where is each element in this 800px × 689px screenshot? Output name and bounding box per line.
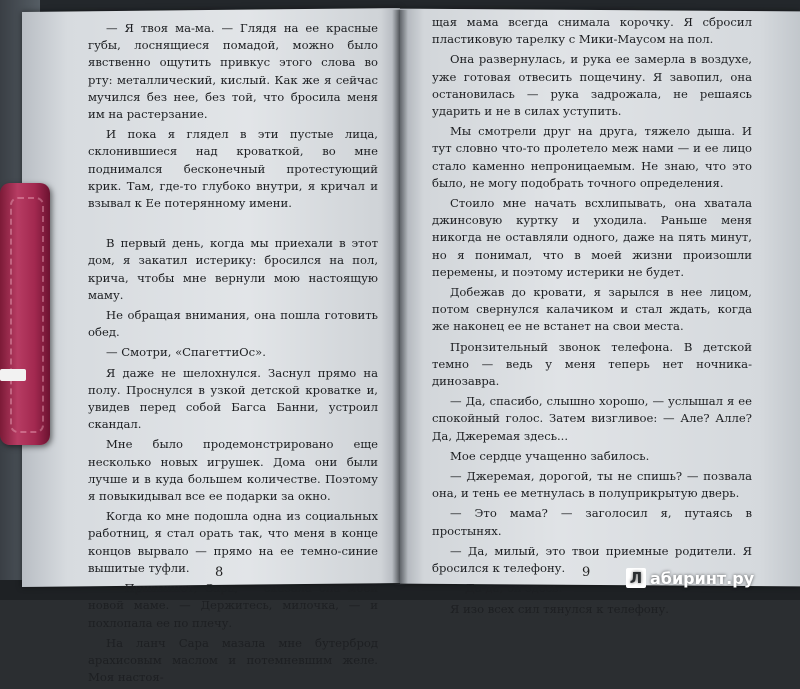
paragraph: На ланч Сара мазала мне бутерброд арахисовым маслом и потемневшим желе. Моя настоя- (88, 635, 378, 685)
page-number-left: 8 (215, 565, 224, 580)
section-break (88, 215, 378, 235)
right-page-text (432, 14, 755, 621)
paragraph: — Да, милый, это твои приемные родители. Я бросился к телефону. (432, 543, 752, 576)
paragraph: Пронзительный звонок телефона. В детской темно — ведь у меня теперь нет ночника-динозавра. (432, 339, 752, 389)
paragraph: Мне было продемонстрировано еще несколько новых игрушек. Дома они были лучше и в куда большем количестве. Поэтому я повыкидывал все ее подарки за окно. (88, 437, 378, 504)
paragraph: Стоило мне начать всхлипывать, она хватала джинсовую куртку и уходила. Раньше меня никогда не оставляли одного, даже на пять минут, но я понимал, что в моей жизни произошли перемены, и поэтому истерики не будет. (432, 196, 752, 279)
paragraph: И пока я глядел в эти пустые лица, склонившиеся над кроваткой, во мне поднимался бесконечный протестующий крик. Там, где-то глубоко внутри, я кричал и взывал к Ее потерянному имени. (88, 127, 378, 211)
clip-stitching (10, 197, 44, 433)
labirint-logo-icon: Л (626, 568, 646, 588)
watermark-text: абиринт.ру (650, 568, 755, 588)
page-number-right: 9 (582, 565, 591, 580)
left-page-text (88, 20, 378, 689)
paragraph: В первый день, когда мы приехали в этот дом, я закатил истерику: бросился на пол, крича, чтобы мне вернули мою настоящую маму. (88, 236, 378, 302)
paragraph: Когда ко мне подошла одна из социальных работниц, я стал орать так, что меня в конце концов вырвало — прямо на ее темно-синие вышитые туфли. (88, 509, 378, 575)
paragraph: — Да, спасибо, слышно хорошо, — услышал я ее спокойный голос. Затем визгливое: — Але? Алле? Да, Джеремая здесь... (432, 394, 752, 443)
paragraph: — Привыкнет, Сара, — сказала она моей новой маме. — Держитесь, милочка, — и похлопала ее по плечу. (88, 581, 378, 630)
paragraph: Не обращая внимания, она пошла готовить обед. (88, 308, 378, 340)
paragraph: Я даже не шелохнулся. Заснул прямо на полу. Проснулся в узкой детской кроватке и, увидев перед собой Багса Банни, устроил скандал. (88, 365, 378, 432)
paragraph: — Я твоя ма-ма. — Глядя на ее красные губы, лоснящиеся помадой, можно было явственно ощутить привкус этого слова во рту: металлический, кислый. Как же я сейчас мучился без нее, без той, что бросила меня им на растерзание. (88, 21, 378, 122)
paragraph: — Джеремая, дорогой, ты не спишь? — позвала она, и тень ее метнулась в полуприкрытую дверь. (432, 469, 752, 501)
book-gutter (392, 10, 408, 585)
paragraph: — Да-да, он здесь. (450, 581, 563, 596)
labirint-watermark (626, 566, 754, 590)
paragraph: щая мама всегда снимала корочку. Я сбросил пластиковую тарелку с Мики-Маусом на пол. (432, 15, 752, 47)
paragraph: Мы смотрели друг на друга, тяжело дыша. И тут словно что-то пролетело меж нами — и ее лицо стало каменно непроницаемым. Не знаю, что это было, не могу подобрать точного определения. (432, 124, 752, 190)
paragraph: Она развернулась, и рука ее замерла в воздухе, уже готовая отвесить пощечину. Я завопил, она остановилась — рука задрожала, не решаясь ударить и не в силах уступить. (432, 52, 752, 119)
paragraph: Мое сердце учащенно забилось. (450, 448, 650, 463)
clip-tab (0, 369, 26, 381)
paragraph: — Смотри, «СпагеттиОс». (106, 345, 266, 360)
paragraph: Я изо всех сил тянулся к телефону. (450, 601, 669, 616)
pink-clip-object (0, 183, 50, 445)
paragraph: — Это мама? — заголосил я, путаясь в простынях. (432, 506, 752, 538)
paragraph: Добежав до кровати, я зарылся в нее лицом, потом свернулся калачиком и стал ждать, когда же наконец ее не встанет на свои места. (432, 285, 752, 334)
